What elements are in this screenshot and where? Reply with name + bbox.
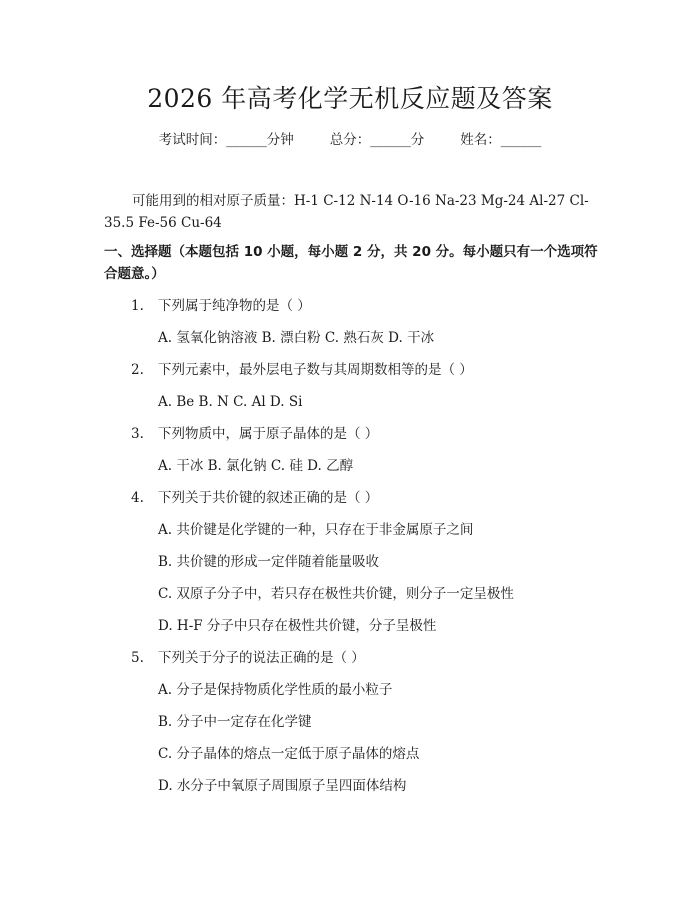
question-1 [131,296,311,316]
name-field: 姓名：______ [460,132,542,148]
option-5c: C. 分子晶体的熔点一定低于原子晶体的熔点 [158,746,420,762]
question-stem: 下列元素中，最外层电子数与其周期数相等的是（ ） [158,362,473,378]
atomic-masses-note: 可能用到的相对原子质量：H-1 C-12 N-14 O-16 Na-23 Mg-24 Al-27 Cl-35.5 Fe-56 Cu-64 [104,193,589,231]
exam-time-field: 考试时间：______分钟 [158,132,294,148]
question-3 [131,424,378,444]
option-5a: A. 分子是保持物质化学性质的最小粒子 [158,682,393,698]
option-4b: B. 共价键的形成一定伴随着能量吸收 [158,554,380,570]
question-2 [131,360,473,380]
question-stem: 下列属于纯净物的是（ ） [158,298,311,314]
section-heading: 一、选择题（本题包括 10 小题，每小题 2 分，共 20 分。每小题只有一个选项符合题意。） [104,244,598,282]
question-stem: 下列物质中，属于原子晶体的是（ ） [158,426,379,442]
exam-meta [0,130,700,150]
option-4c: C. 双原子分子中，若只存在极性共价键，则分子一定呈极性 [158,586,514,602]
total-score-field: 总分：______分 [329,132,425,148]
question-number: 4. [131,490,144,506]
option-4d: D. H-F 分子中只存在极性共价键，分子呈极性 [158,618,437,634]
question-number: 2. [131,362,144,378]
question-number: 3. [131,426,144,442]
question-stem: 下列关于分子的说法正确的是（ ） [158,650,365,666]
question-2-options: A. Be B. N C. Al D. Si [158,394,303,410]
question-stem: 下列关于共价键的叙述正确的是（ ） [158,490,379,506]
question-1-options: A. 氢氧化钠溶液 B. 漂白粉 C. 熟石灰 D. 干冰 [158,330,435,346]
question-number: 5. [131,650,144,666]
option-5b: B. 分子中一定存在化学键 [158,714,312,730]
question-3-options: A. 干冰 B. 氯化钠 C. 硅 D. 乙醇 [158,458,354,474]
option-5d: D. 水分子中氧原子周围原子呈四面体结构 [158,778,407,794]
question-4 [131,488,378,508]
option-4a: A. 共价键是化学键的一种，只存在于非金属原子之间 [158,522,474,538]
question-number: 1. [131,298,144,314]
question-5 [131,648,365,668]
exam-title: 2026 年高考化学无机反应题及答案 [147,84,553,113]
